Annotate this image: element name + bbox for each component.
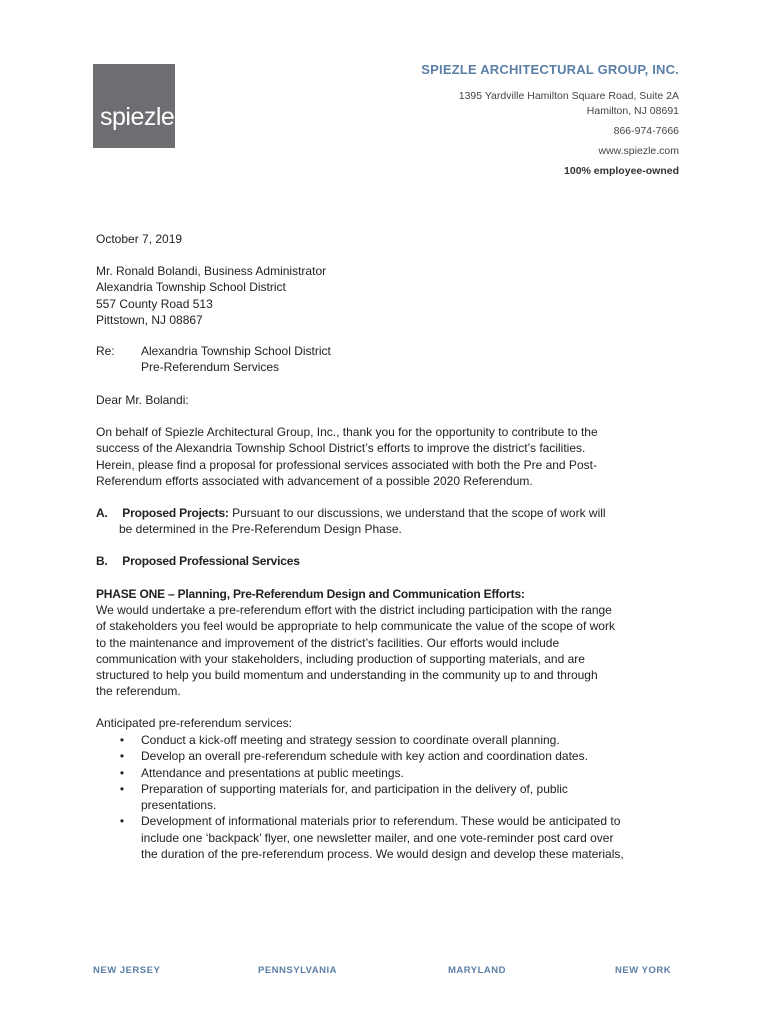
paragraph-line: Herein, please find a proposal for professional services associated with both the Pre and Post-	[96, 457, 597, 472]
re-label: Re:	[96, 344, 115, 358]
re-line: Alexandria Township School District	[141, 344, 331, 358]
list-item-text: presentations.	[141, 798, 217, 813]
section-b-label: B.	[96, 554, 108, 568]
section-a	[96, 505, 676, 538]
list-item-text: Preparation of supporting materials for, and participation in the delivery of, public	[141, 781, 568, 796]
section-a-label: A.	[96, 506, 108, 520]
footer-state-new-york: NEW YORK	[615, 965, 672, 976]
section-a-text-cont: be determined in the Pre-Referendum Design Phase.	[119, 522, 402, 537]
recipient-line: Alexandria Township School District	[96, 280, 286, 295]
address-line-2: Hamilton, NJ 08691	[586, 105, 679, 117]
paragraph-line: the referendum.	[96, 684, 181, 699]
paragraph-line: to the maintenance and improvement of the district’s facilities. Our efforts would include	[96, 635, 560, 650]
list-item-text: Develop an overall pre-referendum schedule with key action and coordination dates.	[141, 749, 588, 764]
phone: 866-974-7666	[613, 125, 679, 137]
paragraph-line: of stakeholders you feel would be appropriate to help communicate the value of the scope of work	[96, 619, 615, 634]
paragraph-line: communication with your stakeholders, including production of supporting materials, and are	[96, 651, 585, 666]
footer-state-maryland: MARYLAND	[448, 965, 507, 976]
paragraph-line: Referendum efforts associated with advancement of a possible 2020 Referendum.	[96, 473, 533, 488]
list-item	[116, 781, 686, 814]
section-a-heading: Proposed Projects:	[122, 506, 229, 520]
tagline: 100% employee-owned	[564, 165, 679, 177]
footer-state-new-jersey: NEW JERSEY	[93, 965, 161, 976]
paragraph-line: We would undertake a pre-referendum effort with the district including participation with the range	[96, 603, 612, 617]
phase-one-paragraph	[96, 602, 676, 700]
bullet-icon: •	[119, 749, 125, 764]
phase-one-heading: PHASE ONE – Planning, Pre-Referendum Design and Communication Efforts:	[96, 587, 525, 601]
bullet-icon: •	[119, 733, 125, 747]
list-item	[116, 748, 686, 764]
salutation: Dear Mr. Bolandi:	[96, 393, 189, 407]
bullet-icon: •	[119, 814, 125, 829]
section-b-heading: Proposed Professional Services	[122, 554, 300, 568]
recipient-line: Pittstown, NJ 08867	[96, 312, 203, 327]
services-list	[116, 732, 686, 862]
logo-text: spiezle	[100, 103, 175, 131]
list-item-text: Conduct a kick-off meeting and strategy session to coordinate overall planning.	[141, 733, 560, 747]
recipient-line: Mr. Ronald Bolandi, Business Administrator	[96, 264, 327, 278]
list-item	[116, 765, 686, 781]
list-item	[116, 813, 686, 862]
section-a-text: Pursuant to our discussions, we understand that the scope of work will	[228, 506, 606, 520]
bullet-icon: •	[119, 781, 125, 796]
paragraph-line: structured to help you build momentum and understanding in the community up to and through	[96, 668, 598, 683]
letter-date: October 7, 2019	[96, 232, 183, 246]
recipient-line: 557 County Road 513	[96, 296, 213, 311]
re-subject	[141, 344, 331, 375]
list-item-text: include one ‘backpack’ flyer, one newsletter mailer, and one vote-reminder post card over	[141, 830, 614, 845]
list-item-text: Development of informational materials prior to referendum. These would be anticipated to	[141, 814, 621, 829]
list-item	[116, 732, 686, 748]
anticipated-label: Anticipated pre-referendum services:	[96, 716, 293, 730]
recipient-block	[96, 263, 676, 328]
section-b	[96, 553, 676, 569]
paragraph-line: On behalf of Spiezle Architectural Group, Inc., thank you for the opportunity to contribute to the	[96, 425, 598, 439]
paragraph-line: success of the Alexandria Township School District’s efforts to improve the district’s facilities.	[96, 441, 586, 456]
bullet-icon: •	[119, 765, 125, 780]
footer-state-pennsylvania: PENNSYLVANIA	[258, 965, 338, 976]
list-item-text: the duration of the pre-referendum process. We would design and develop these materials,	[141, 847, 624, 862]
intro-paragraph	[96, 424, 676, 489]
firm-name: SPIEZLE ARCHITECTURAL GROUP, INC.	[421, 62, 679, 77]
list-item-text: Attendance and presentations at public meetings.	[141, 765, 404, 780]
address-line-1: 1395 Yardville Hamilton Square Road, Suite 2A	[458, 90, 679, 102]
website: www.spiezle.com	[598, 145, 679, 157]
re-line: Pre-Referendum Services	[141, 359, 280, 374]
